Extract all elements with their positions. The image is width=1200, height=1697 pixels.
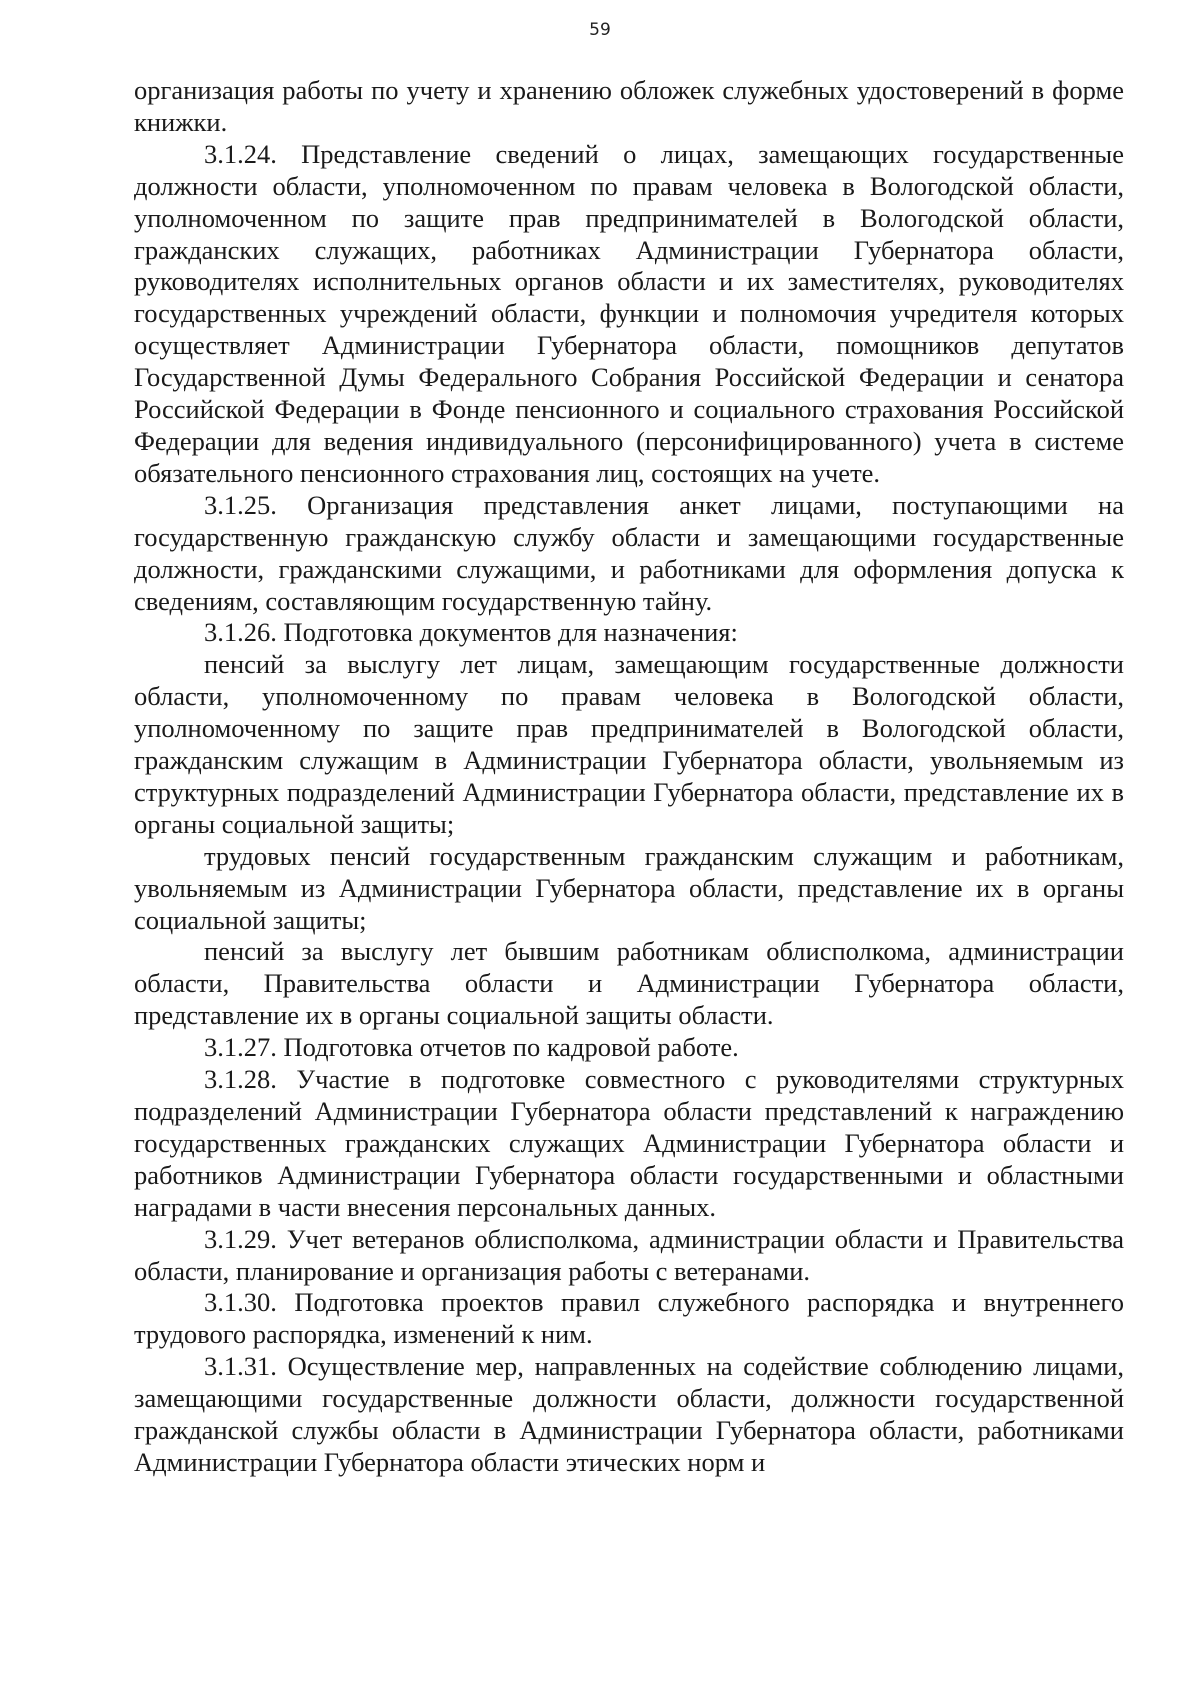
paragraph-3-1-26-item-1: пенсий за выслугу лет лицам, замещающим государственные должности области, уполномоченному по правам человека в Вологодской области, уполномоченному по защите прав предпринимателей в Вологодской области, гражданским служащим в Администрации Губернатора области, увольняемым из структурных подразделений Администрации Губернатора области, представление их в органы социальной защиты; <box>134 649 1124 839</box>
paragraph-3-1-31: 3.1.31. Осуществление мер, направленных на содействие соблюдению лицами, замещающими государственные должности области, должности государственной гражданской службы области в Администрации Губернатора области, работниками Администрации Губернатора области этических норм и <box>134 1351 1124 1477</box>
body-text <box>134 75 1124 1479</box>
paragraph-3-1-26: 3.1.26. Подготовка документов для назначения: <box>204 617 738 648</box>
paragraph-3-1-29: 3.1.29. Учет ветеранов облисполкома, администрации области и Правительства области, планирование и организация работы с ветеранами. <box>134 1223 1124 1286</box>
paragraph-3-1-30: 3.1.30. Подготовка проектов правил служебного распорядка и внутреннего трудового распорядка, изменений к ним. <box>134 1287 1124 1350</box>
page-number: 59 <box>589 20 611 40</box>
paragraph-continuation: организация работы по учету и хранению обложек служебных удостоверений в форме книжки. <box>134 75 1124 137</box>
paragraph-3-1-26-item-3: пенсий за выслугу лет бывшим работникам облисполкома, администрации области, Правительства области и Администрации Губернатора области, представление их в органы социальной защиты области. <box>134 936 1124 1031</box>
paragraph-3-1-26-item-2: трудовых пенсий государственным гражданским служащим и работникам, увольняемым из Администрации Губернатора области, представление их в органы социальной защиты; <box>134 840 1124 935</box>
paragraph-3-1-24: 3.1.24. Представление сведений о лицах, замещающих государственные должности области, уполномоченном по правам человека в Вологодской области, уполномоченном по защите прав предпринимателей в Вологодской области, гражданских служащих, работниках Администрации Губернатора области, руководителях исполнительных органов области и их заместителях, руководителях государственных учреждений области, функции и полномочия учредителя которых осуществляет Администрации Губернатора области, помощников депутатов Государственной Думы Федерального Собрания Российской Федерации и сенатора Российской Федерации в Фонде пенсионного и социального страхования Российской Федерации для ведения индивидуального (персонифицированного) учета в системе обязательного пенсионного страхования лиц, состоящих на учете. <box>134 138 1124 488</box>
paragraph-3-1-25: 3.1.25. Организация представления анкет лицами, поступающими на государственную гражданскую службу области и замещающими государственные должности, гражданскими служащими, и работниками для оформления допуска к сведениям, составляющим государственную тайну. <box>134 489 1124 616</box>
paragraph-3-1-28: 3.1.28. Участие в подготовке совместного с руководителями структурных подразделений Администрации Губернатора области представлений к награждению государственных гражданских служащих Администрации Губернатора области и работников Администрации Губернатора области государственными и областными наградами в части внесения персональных данных. <box>134 1064 1124 1222</box>
paragraph-3-1-27: 3.1.27. Подготовка отчетов по кадровой работе. <box>204 1032 739 1063</box>
